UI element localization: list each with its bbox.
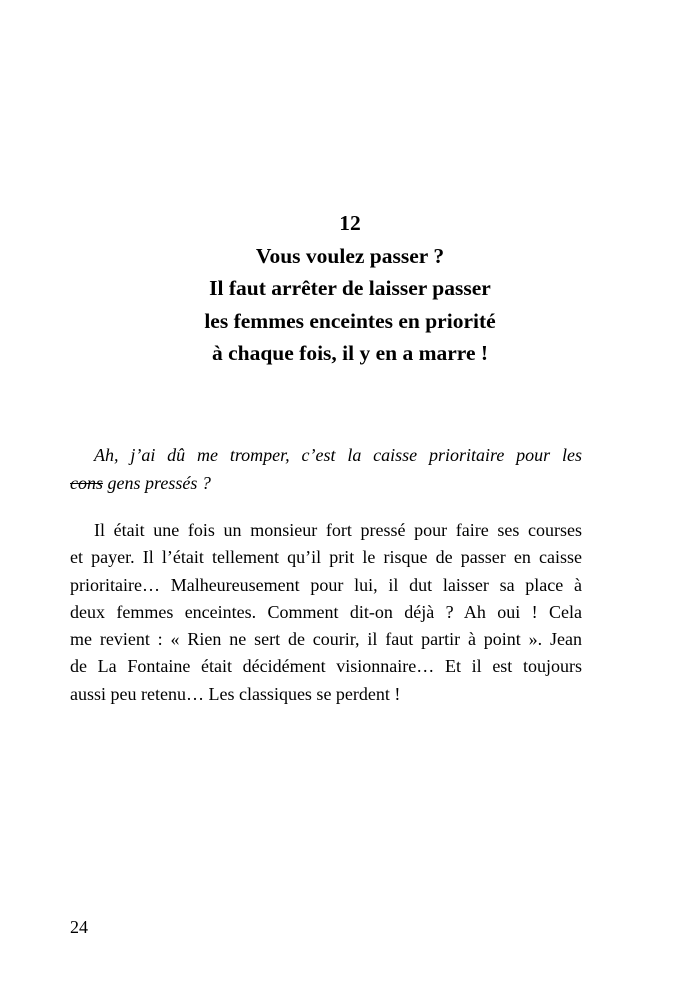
chapter-number: 12 [339,211,361,235]
body-line-7: aussi peu retenu… Les classiques se perdent ! [70,683,401,704]
epigraph-line-1: Ah, j’ai dû me tromper, c’est la caisse prioritaire pour les [94,445,582,465]
chapter-title-line-2: Il faut arrêter de laisser passer [209,276,491,300]
body-line-2: et payer. Il l’était tellement qu’il prit le risque de passer en caisse [70,547,582,568]
epigraph [70,441,582,497]
page-number: 24 [70,917,88,937]
chapter-title-line-3: les femmes enceintes en priorité [204,308,496,333]
body-line-5: me revient : « Rien ne sert de courir, il faut partir à point ». Jean [70,629,582,650]
body-line-4: deux femmes enceintes. Comment dit-on déjà ? Ah oui ! Cela [70,601,582,622]
epigraph-line-2-rest: gens pressés ? [103,473,211,493]
body-line-1: Il était une fois un monsieur fort pressé pour faire ses courses [94,520,582,540]
body-line-6: de La Fontaine était décidément visionnaire… Et il est toujours [70,656,582,677]
chapter-title-line-1: Vous voulez passer ? [255,243,445,268]
body-line-3: prioritaire… Malheureusement pour lui, il dut laisser sa place à [70,574,582,595]
epigraph-line-2 [70,469,582,497]
struck-word: cons [70,473,103,493]
chapter-title-line-4: à chaque fois, il y en a marre ! [211,341,489,365]
body-paragraph [70,517,582,708]
chapter-heading [0,207,700,370]
